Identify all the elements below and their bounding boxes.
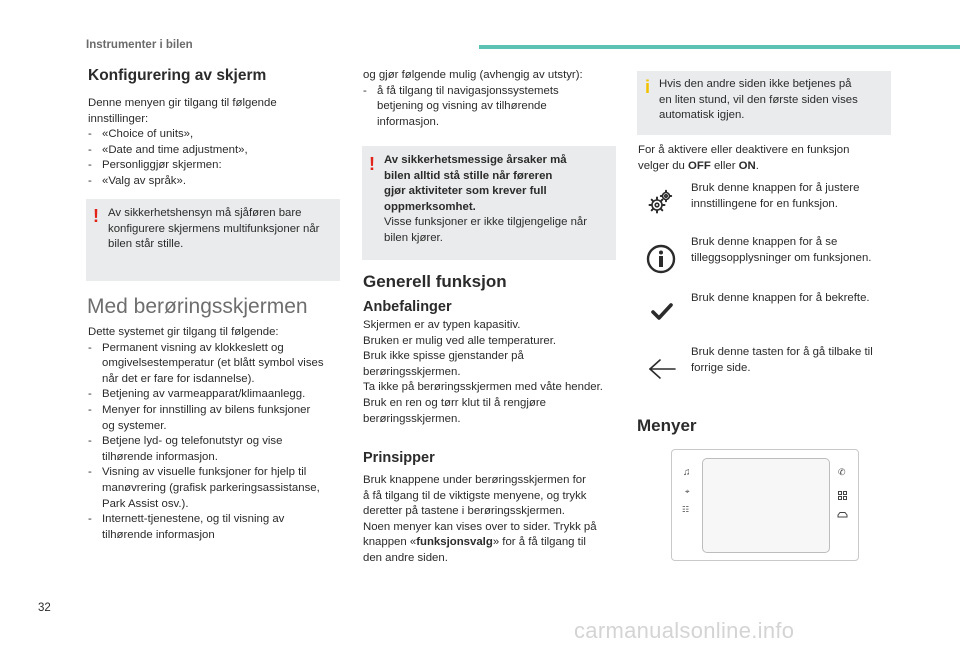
text-line: Dette systemet gir tilgang til følgende: bbox=[88, 326, 279, 338]
text-line: Av sikkerhetshensyn må sjåføren bare bbox=[108, 207, 302, 219]
info-icon bbox=[645, 243, 677, 275]
apps-grid-icon bbox=[838, 487, 847, 496]
text-run: velger du bbox=[638, 159, 689, 172]
text-line: den andre siden. bbox=[363, 551, 448, 564]
text-line: Bruk denne knappen for å bekrefte. bbox=[691, 292, 870, 304]
list-item bbox=[88, 387, 350, 403]
info-box bbox=[637, 71, 891, 135]
text-line: manøvrering (grafisk parkeringsassistanse, bbox=[102, 481, 320, 494]
phone-icon: ✆ bbox=[838, 467, 846, 477]
text-line: Noen menyer kan vises over to sider. Trykk på bbox=[363, 520, 597, 533]
list-item bbox=[88, 434, 350, 465]
warning-text bbox=[384, 153, 612, 247]
text-run: knappen « bbox=[363, 536, 417, 549]
text-line: når det er fare for isdannelse). bbox=[102, 372, 255, 385]
text-line: bilen alltid stå stille når føreren bbox=[384, 169, 553, 182]
text-line: oppmerksomhet. bbox=[384, 200, 476, 213]
text-line: berøringsskjermen. bbox=[363, 365, 461, 378]
text-line: - Betjening av varmeapparat/klimaanlegg. bbox=[102, 388, 306, 401]
list-item bbox=[88, 403, 350, 434]
list-item bbox=[88, 465, 350, 512]
screen-display bbox=[702, 458, 830, 553]
warning-icon: ! bbox=[369, 154, 375, 174]
list-item: - Personliggjør skjermen: bbox=[88, 158, 348, 174]
text-line: Bruk en ren og tørr klut til å rengjøre bbox=[363, 396, 546, 409]
back-arrow-icon bbox=[646, 357, 678, 381]
text-line: Bruk denne knappen for å se bbox=[691, 236, 838, 248]
text-line: deretter på tastene i berøringsskjermen. bbox=[363, 505, 565, 518]
info-description bbox=[691, 235, 901, 266]
heading-touchscreen: Med berøringsskjermen bbox=[87, 295, 308, 318]
text-line bbox=[638, 159, 898, 175]
text-line: berøringsskjermen. bbox=[363, 412, 461, 425]
text-line: Visse funksjoner er ikke tilgjengelige når bbox=[384, 216, 588, 229]
watermark: carmanualsonline.info bbox=[574, 618, 795, 643]
warning-text bbox=[108, 206, 336, 253]
function-select-label: funksjonsvalg bbox=[416, 536, 493, 549]
text-line: Av sikkerhetsmessige årsaker må bbox=[384, 154, 567, 166]
list-item bbox=[363, 84, 613, 131]
text-line: konfigurere skjermens multifunksjoner når bbox=[108, 222, 320, 235]
text-line: og systemer. bbox=[102, 419, 167, 432]
music-icon: ♫ bbox=[683, 467, 691, 478]
nav-continuation bbox=[363, 68, 613, 130]
warning-box-config bbox=[86, 199, 340, 281]
text-line: Bruk denne knappen for å justere bbox=[691, 182, 860, 194]
list-item: - «Date and time adjustment», bbox=[88, 143, 348, 159]
text-line: automatisk igjen. bbox=[659, 109, 745, 122]
list-item: - «Valg av språk». bbox=[88, 174, 348, 190]
text-line: Denne menyen gir tilgang til følgende bbox=[88, 97, 277, 109]
text-line: innstillinger: bbox=[88, 112, 149, 125]
back-description bbox=[691, 345, 901, 376]
settings-gears-icon bbox=[645, 187, 675, 217]
text-line: Bruken er mulig ved alle temperaturer. bbox=[363, 334, 557, 347]
text-line: - Betjene lyd- og telefonutstyr og vise bbox=[102, 435, 283, 448]
config-intro bbox=[88, 96, 348, 190]
car-icon bbox=[837, 506, 848, 514]
text-run: » for å få tilgang til bbox=[492, 536, 586, 549]
text-line: - Internett-tjenestene, og til visning av bbox=[102, 513, 285, 526]
text-line: en liten stund, vil den første siden vises bbox=[659, 93, 858, 106]
text-line: Park Assist osv.). bbox=[102, 497, 189, 510]
info-mark-icon: i bbox=[645, 77, 651, 97]
text-line: Ta ikke på berøringsskjermen med våte hender. bbox=[363, 381, 603, 394]
text-line: innstillingene for en funksjon. bbox=[691, 197, 838, 210]
text-line: bilen står stille. bbox=[108, 238, 184, 251]
on-label: ON bbox=[738, 159, 756, 172]
text-line: betjening og visning av tilhørende bbox=[377, 100, 547, 113]
heading-menus: Menyer bbox=[637, 416, 697, 435]
vehicle-settings-icon: ☷ bbox=[682, 505, 690, 514]
text-line: - Permanent visning av klokkeslett og bbox=[102, 341, 284, 354]
text-line: Bruk denne tasten for å gå tilbake til bbox=[691, 346, 873, 358]
text-line: å få tilgang til de viktigste menyene, og trykk bbox=[363, 489, 587, 502]
list-item bbox=[88, 341, 350, 388]
confirm-description bbox=[691, 291, 901, 307]
touchscreen-features bbox=[88, 325, 350, 543]
touchscreen-illustration bbox=[671, 449, 859, 561]
text-line: - Visning av visuelle funksjoner for hjelp til bbox=[102, 466, 307, 479]
page-number: 32 bbox=[38, 602, 51, 614]
text-line: For å aktivere eller deaktivere en funksjon bbox=[638, 144, 850, 156]
text-line: Hvis den andre siden ikke betjenes på bbox=[659, 78, 852, 90]
recommendations-text bbox=[363, 318, 621, 427]
text-line bbox=[363, 535, 621, 551]
list-item bbox=[88, 512, 350, 543]
header-accent-bar bbox=[479, 45, 960, 49]
info-text bbox=[659, 77, 887, 124]
text-line: Bruk knappene under berøringsskjermen for bbox=[363, 474, 586, 486]
text-line: informasjon. bbox=[377, 115, 440, 128]
text-run: eller bbox=[710, 159, 739, 172]
heading-general-function: Generell funksjon bbox=[363, 272, 507, 291]
heading-principles: Prinsipper bbox=[363, 450, 435, 466]
text-line: tilhørende informasjon bbox=[102, 528, 215, 541]
heading-recommendations: Anbefalinger bbox=[363, 299, 452, 315]
check-icon bbox=[650, 302, 674, 322]
principles-text bbox=[363, 473, 621, 567]
text-line: tilleggsopplysninger om funksjonen. bbox=[691, 251, 872, 264]
text-line: gjør aktiviteter som krever full bbox=[384, 185, 547, 198]
text-line: bilen kjører. bbox=[384, 231, 443, 244]
warning-icon: ! bbox=[93, 206, 99, 226]
text-line: - å få tilgang til navigasjonssystemets bbox=[377, 84, 559, 97]
text-line: og gjør følgende mulig (avhengig av utstyr): bbox=[363, 69, 583, 81]
toggle-instructions bbox=[638, 143, 898, 174]
heading-screen-configuration: Konfigurering av skjerm bbox=[88, 67, 267, 84]
warning-box-safety bbox=[362, 146, 616, 260]
text-line: - Menyer for innstilling av bilens funksjoner bbox=[102, 403, 311, 416]
text-line: forrige side. bbox=[691, 361, 751, 374]
settings-description bbox=[691, 181, 891, 212]
text-line: tilhørende informasjon. bbox=[102, 450, 218, 463]
off-label: OFF bbox=[688, 159, 711, 172]
text-line: Skjermen er av typen kapasitiv. bbox=[363, 319, 521, 331]
text-run: . bbox=[755, 159, 759, 172]
text-line: Bruk ikke spisse gjenstander på bbox=[363, 350, 524, 363]
running-title: Instrumenter i bilen bbox=[86, 39, 193, 51]
text-line: omgivelsestemperatur (et blått symbol vises bbox=[102, 357, 324, 370]
navigation-icon: ⌖ bbox=[685, 487, 690, 496]
list-item: - «Choice of units», bbox=[88, 127, 348, 143]
